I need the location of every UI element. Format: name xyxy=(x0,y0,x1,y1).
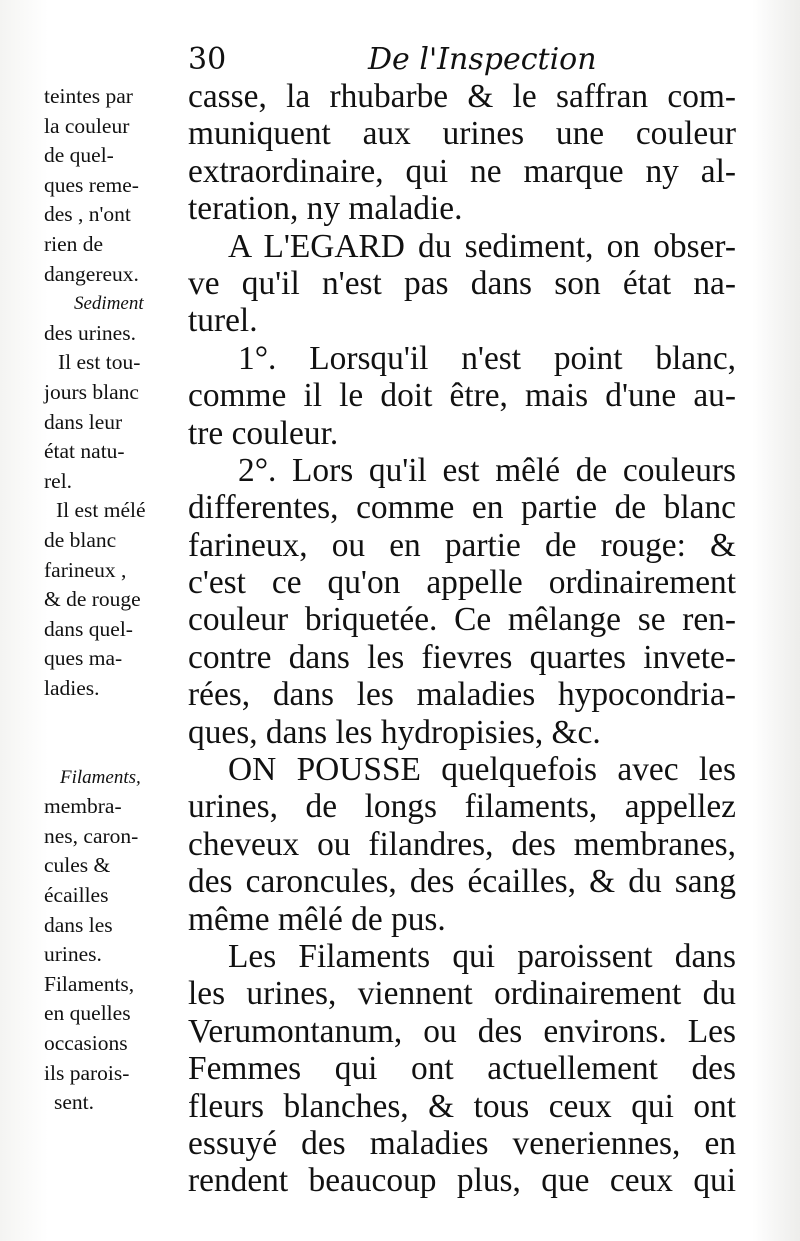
margin-line: dans leur xyxy=(44,409,123,434)
margin-line: la couleur xyxy=(44,113,130,138)
text-line: 2°. Lors qu'il est mêlé de couleurs xyxy=(238,451,736,489)
text-line: casse, la rhubarbe & le saffran com- xyxy=(188,78,736,115)
margin-line: dangereux. xyxy=(44,261,139,286)
text-line: Verumontanum, ou des environs. Les xyxy=(188,1012,736,1050)
margin-line: de quel- xyxy=(44,143,114,168)
text-line: rendent beaucoup plus, que ceux qui xyxy=(188,1162,736,1200)
text-line: Femmes qui ont actuellement des xyxy=(188,1050,736,1088)
text-line: Les Filaments qui paroissent dans xyxy=(228,937,736,975)
text-line: turel. xyxy=(188,302,258,340)
margin-line: membra- xyxy=(44,794,122,819)
margin-line: sent. xyxy=(54,1090,95,1115)
text-line: tre couleur. xyxy=(188,414,339,452)
text-line: essuyé des maladies veneriennes, en xyxy=(188,1124,736,1162)
margin-line: des urines. xyxy=(44,320,136,345)
margin-heading: Filaments, xyxy=(60,766,141,788)
margin-line: écailles xyxy=(44,883,109,908)
margin-line: nes, caron- xyxy=(44,823,139,848)
text-line: contre dans les fievres quartes invete- xyxy=(188,638,736,676)
text-line: muniquent aux urines une couleur xyxy=(188,115,736,153)
text-line: comme il le doit être, mais d'une au- xyxy=(188,377,736,415)
margin-notes xyxy=(44,82,184,1118)
margin-line: jours blanc xyxy=(44,379,139,404)
margin-line: ils parois- xyxy=(44,1060,130,1085)
margin-line: dans quel- xyxy=(44,616,133,641)
margin-line: & de rouge xyxy=(44,587,141,612)
margin-line: Il est tou- xyxy=(58,350,141,375)
text-line: fleurs blanches, & tous ceux qui ont xyxy=(188,1087,736,1125)
margin-line: occasions xyxy=(44,1031,128,1055)
margin-line: de blanc xyxy=(44,527,117,552)
margin-line: cules & xyxy=(44,853,111,878)
page-number: 30 xyxy=(188,42,227,77)
margin-line: ladies. xyxy=(44,675,100,700)
margin-line: état natu- xyxy=(44,439,125,464)
margin-line: Il est mélé xyxy=(56,498,146,523)
text-line: même mêlé de pus. xyxy=(188,900,446,938)
margin-line: rien de xyxy=(44,231,104,256)
margin-line: Filaments, xyxy=(44,971,135,996)
margin-spacer xyxy=(44,703,184,733)
text-line: ve qu'il n'est pas dans son état na- xyxy=(188,264,736,302)
text-line: teration, ny maladie. xyxy=(188,190,463,228)
running-title: De l'Inspection xyxy=(368,42,597,77)
margin-line: en quelles xyxy=(44,1001,131,1026)
text-line: differentes, comme en partie de blanc xyxy=(188,489,736,527)
text-line: ON POUSSE quelquefois avec les xyxy=(228,751,736,789)
margin-line: rel. xyxy=(44,468,73,493)
text-line: des caroncules, des écailles, & du sang xyxy=(188,863,736,901)
text-line: extraordinaire, qui ne marque ny al- xyxy=(188,152,736,190)
text-line: ques, dans les hydropisies, &c. xyxy=(188,713,601,751)
text-line: cheveux ou filandres, des membranes, xyxy=(188,825,736,863)
text-line: farineux, ou en partie de rouge: & xyxy=(188,526,736,564)
margin-line: urines. xyxy=(44,942,102,967)
text-line: les urines, viennent ordinairement du xyxy=(188,975,736,1013)
text-line: c'est ce qu'on appelle ordinairement xyxy=(188,564,736,602)
margin-spacer xyxy=(44,733,184,763)
margin-line: farineux , xyxy=(44,557,127,582)
margin-line: des , n'ont xyxy=(44,202,131,227)
margin-line: dans les xyxy=(44,912,113,937)
text-line: rées, dans les maladies hypocondria- xyxy=(188,676,736,714)
margin-heading: Sediment xyxy=(74,293,144,315)
body-text xyxy=(188,78,736,1200)
text-line: 1°. Lorsqu'il n'est point blanc, xyxy=(238,339,736,377)
margin-line: ques ma- xyxy=(44,646,123,671)
margin-line: teintes par xyxy=(44,84,133,108)
margin-line: ques reme- xyxy=(44,172,139,197)
text-line: urines, de longs filaments, appellez xyxy=(188,788,736,826)
text-line: couleur briquetée. Ce mêlange se ren- xyxy=(188,601,736,639)
text-line: A L'EGARD du sediment, on obser- xyxy=(228,227,736,265)
